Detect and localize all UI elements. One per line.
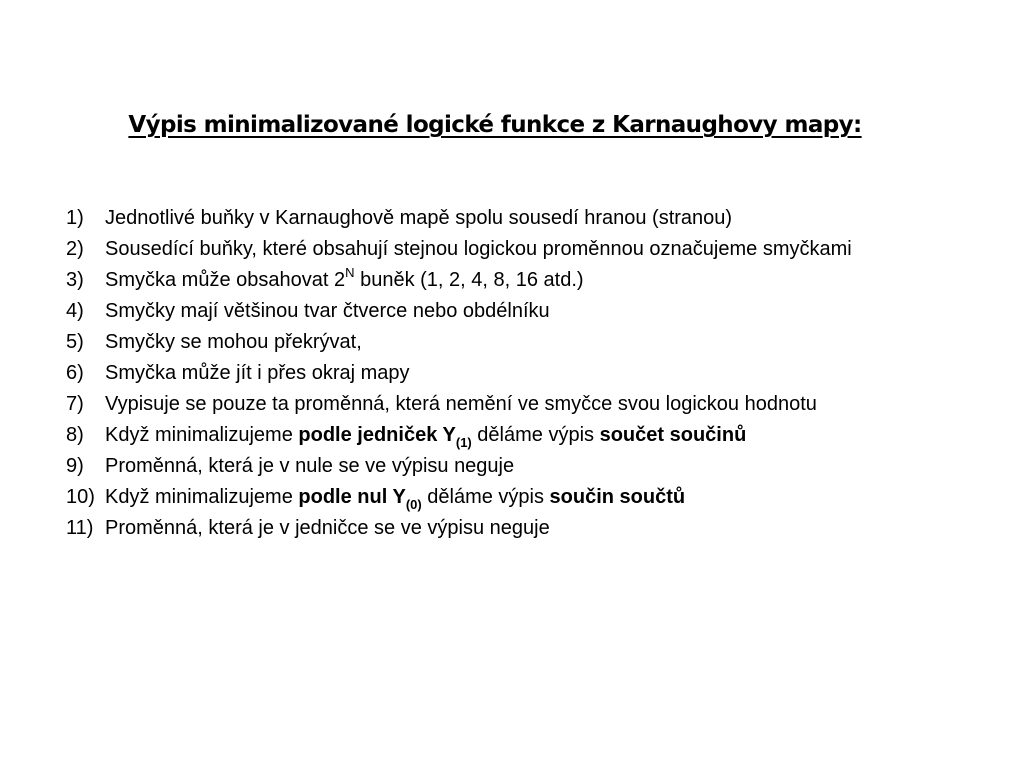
item-text-middle: děláme výpis [471,424,600,446]
item-number: 2) [66,238,84,260]
item-number: 9) [66,455,84,477]
bold-result: součin součtů [549,486,686,508]
list-item [66,327,1006,358]
item-text-start: Když minimalizujeme [105,486,299,508]
list-item [66,482,1006,513]
item-text: Proměnná, která je v jedničce se ve výpisu neguje [105,517,550,539]
item-text: Jednotlivé buňky v Karnaughově mapě spolu sousedí hranou (stranou) [105,207,733,229]
item-text-start: Když minimalizujeme [105,424,299,446]
list-item [66,265,1006,296]
item-number: 4) [66,300,84,322]
subscript-index: (0) [405,497,422,512]
bold-result: součet součinů [599,424,747,446]
item-text: Smyčka může jít i přes okraj mapy [105,362,410,384]
item-text: Proměnná, která je v nule se ve výpisu neguje [105,455,515,477]
slide-title: Výpis minimalizované logické funkce z Karnaughovy mapy: [128,112,862,138]
item-text: Sousedící buňky, které obsahují stejnou logickou proměnnou označujeme smyčkami [105,238,852,260]
bold-phrase: podle jedniček Y [298,424,456,446]
item-text-end: buněk (1, 2, 4, 8, 16 atd.) [354,269,584,291]
list-item [66,389,1006,420]
item-number: 7) [66,393,84,415]
item-number: 5) [66,331,84,353]
item-number: 10) [66,486,95,508]
subscript-index: (1) [455,435,472,450]
list-item [66,420,1006,451]
item-text: Vypisuje se pouze ta proměnná, která nemění ve smyčce svou logickou hodnotu [105,393,817,415]
superscript-n: N [345,265,355,280]
item-text-start: Smyčka může obsahovat 2 [105,269,346,291]
item-number: 1) [66,207,84,229]
item-text-middle: děláme výpis [421,486,550,508]
item-number: 11) [66,517,94,539]
item-number: 3) [66,269,84,291]
item-text [105,265,1006,296]
item-text [105,420,1006,451]
bold-phrase: podle nul Y [298,486,406,508]
list-item [66,203,1006,234]
item-text: Smyčky se mohou překrývat, [105,331,362,353]
list-item [66,513,1006,544]
item-number: 6) [66,362,84,384]
list-item [66,296,1006,327]
list-item [66,234,1006,265]
list-item [66,358,1006,389]
item-number: 8) [66,424,84,446]
list-item [66,451,1006,482]
rules-list [66,203,1006,544]
item-text: Smyčky mají většinou tvar čtverce nebo obdélníku [105,300,550,322]
item-text [105,482,1006,513]
